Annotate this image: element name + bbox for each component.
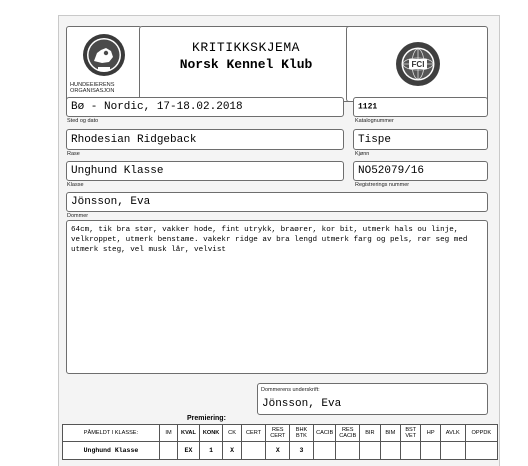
value-cell[interactable] (401, 442, 421, 460)
premiering-table (62, 424, 498, 460)
fci-globe-icon (395, 41, 441, 87)
nkk-logo-box (66, 26, 142, 102)
header-cell: BHK BTK (290, 425, 314, 442)
value-cell[interactable] (313, 442, 336, 460)
value-cell[interactable] (241, 442, 266, 460)
value-cell[interactable]: EX (178, 442, 200, 460)
header-cell: OPPDK (465, 425, 497, 442)
critique-text: 64cm, tik bra stør, vakker hode, fint utrykk, braører, kor bit, utmerk hals ou linje, velkroppet, utmerk benstame. vakekr ridge av bra lengd utmerk farg og pels, rør seg med utmerk steg, vel musk lår, velvist (71, 226, 468, 254)
header-cell: BIM (380, 425, 400, 442)
value-cell[interactable]: Unghund Klasse (63, 442, 160, 460)
header-cell: IM (159, 425, 177, 442)
sex-label: Kjønn (355, 151, 370, 157)
header-cell: CACIB (313, 425, 336, 442)
catalog-field[interactable] (353, 97, 488, 117)
form-title: KRITIKKSKJEMA (192, 40, 300, 55)
reg-label: Registrerings nummer (355, 182, 410, 188)
breed-value: Rhodesian Ridgeback (71, 133, 197, 146)
club-name: Norsk Kennel Klub (179, 57, 313, 72)
value-cell[interactable] (159, 442, 177, 460)
value-cell[interactable]: 1 (199, 442, 223, 460)
premiering-header-row (63, 425, 498, 442)
breed-label: Rase (67, 151, 80, 157)
title-box (139, 26, 353, 102)
value-cell[interactable]: 3 (290, 442, 314, 460)
catalog-value: 1121 (358, 102, 378, 112)
fci-center-text: FCI (411, 60, 425, 69)
header-cell: RES CERT (266, 425, 290, 442)
critique-form-sheet (58, 15, 500, 466)
venue-label: Sted og dato (67, 118, 99, 124)
value-cell[interactable] (380, 442, 400, 460)
reg-field[interactable] (353, 161, 488, 181)
signature-value: Jönsson, Eva (262, 398, 342, 410)
header-cell: BIR (360, 425, 380, 442)
value-cell[interactable]: X (266, 442, 290, 460)
judge-field[interactable] (66, 192, 488, 212)
nkk-logo-text: HUNDEEIERENS ORGANISASJON (70, 82, 115, 94)
premiering-value-row (63, 442, 498, 460)
signature-label: Dommerens underskrift: (261, 387, 320, 393)
critique-textarea[interactable] (66, 220, 488, 374)
class-field[interactable] (66, 161, 344, 181)
header-cell: KONK (199, 425, 223, 442)
judge-label: Dommer (67, 213, 89, 219)
breed-field[interactable] (66, 129, 344, 150)
value-cell[interactable] (465, 442, 497, 460)
judge-value: Jönsson, Eva (71, 196, 151, 208)
value-cell[interactable] (440, 442, 465, 460)
header-cell: PÅMELDT I KLASSE: (63, 425, 160, 442)
signature-field[interactable] (257, 383, 488, 415)
venue-value: Bø - Nordic, 17-18.02.2018 (71, 101, 243, 113)
fci-logo-box (346, 26, 488, 102)
catalog-label: Katalognummer (355, 118, 394, 124)
class-value: Unghund Klasse (71, 165, 164, 177)
sex-field[interactable] (353, 129, 488, 150)
header-cell: CK (223, 425, 241, 442)
header-cell: RES CACIB (336, 425, 360, 442)
header-cell: BST VET (401, 425, 421, 442)
header-cell: KVAL (178, 425, 200, 442)
venue-field[interactable] (66, 97, 344, 117)
class-label: Klasse (67, 182, 84, 188)
reg-value: NO52079/16 (358, 165, 425, 177)
value-cell[interactable] (336, 442, 360, 460)
header-cell: AVLK (440, 425, 465, 442)
premiering-title: Premiering: (187, 415, 226, 422)
nkk-seal-icon (82, 33, 126, 77)
value-cell[interactable] (360, 442, 380, 460)
header-cell: CERT (241, 425, 266, 442)
sex-value: Tispe (358, 133, 392, 146)
value-cell[interactable]: X (223, 442, 241, 460)
value-cell[interactable] (421, 442, 440, 460)
header-cell: HP (421, 425, 440, 442)
